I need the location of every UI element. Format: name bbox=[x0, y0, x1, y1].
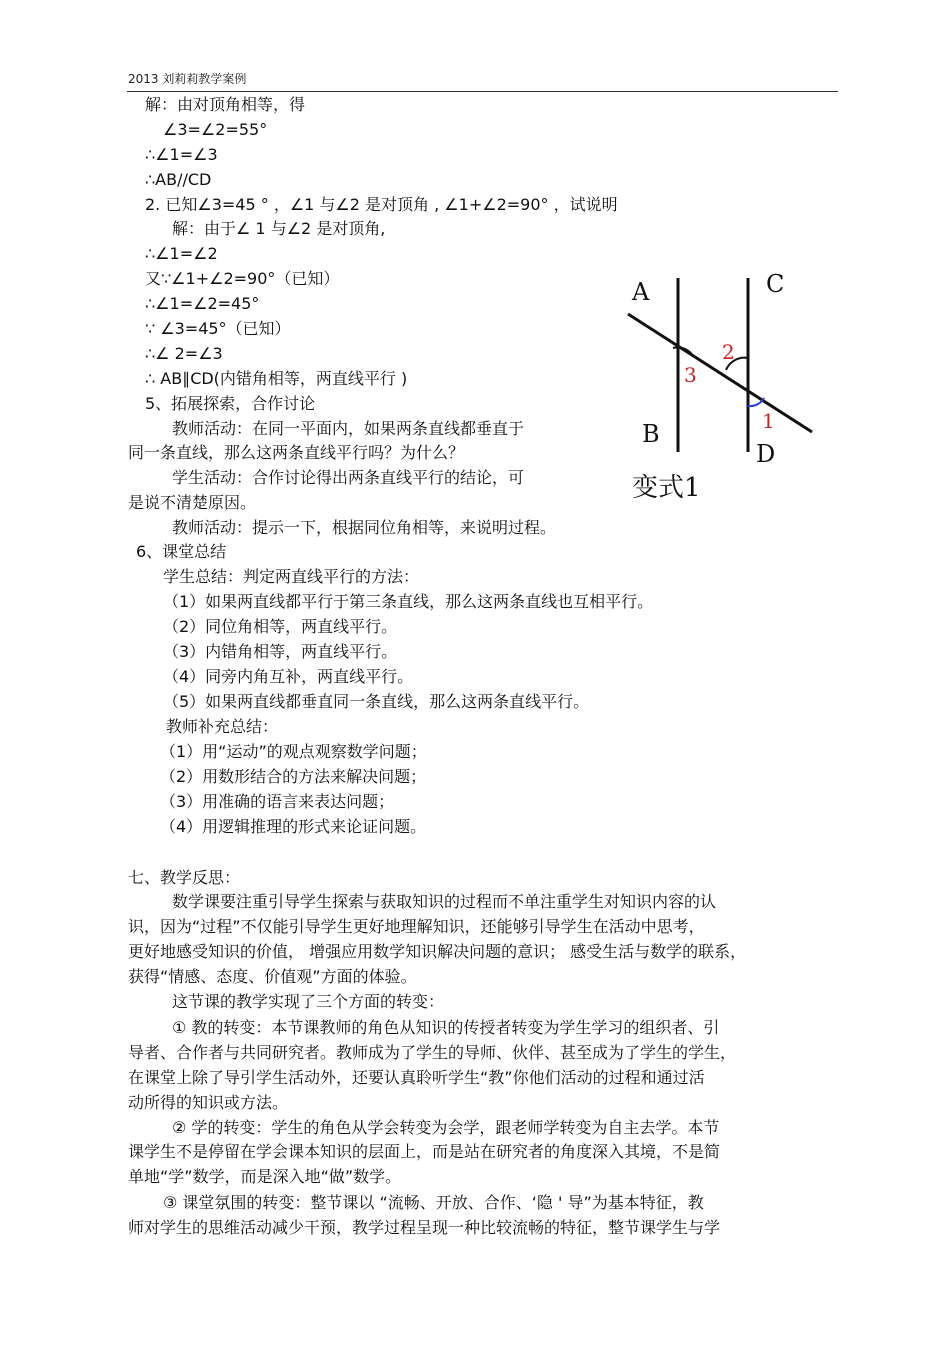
list-item: （2）同位角相等，两直线平行。 bbox=[163, 617, 398, 636]
angle-label-2: 2 bbox=[722, 340, 735, 364]
text-line: ∴∠ 2=∠3 bbox=[145, 344, 223, 363]
text-line: 导者、合作者与共同研究者。教师成为了学生的导师、伙伴、甚至成为了学生的学生， bbox=[128, 1043, 737, 1062]
text-line: 解：由于∠ 1 与∠2 是对顶角, bbox=[172, 219, 386, 238]
text-line: 识，因为“过程”不仅能引导学生更好地理解知识，还能够引导学生在活动中思考， bbox=[128, 917, 705, 936]
label-d: D bbox=[756, 440, 776, 468]
text-line: 解：由对顶角相等，得 bbox=[145, 95, 306, 114]
text-line: 单地“学”数学，而是深入地“做”数学。 bbox=[128, 1167, 402, 1186]
text-line: 教师活动：在同一平面内，如果两条直线都垂直于 bbox=[172, 419, 525, 438]
list-item: （2）用数形结合的方法来解决问题； bbox=[160, 767, 427, 786]
text-line: 又∵∠1+∠2=90°（已知） bbox=[145, 269, 340, 288]
text-line: 学生活动：合作讨论得出两条直线平行的结论，可 bbox=[172, 468, 525, 487]
text-line: 动所得的知识或方法。 bbox=[128, 1093, 289, 1112]
list-item: （5）如果两直线都垂直同一条直线，那么这两条直线平行。 bbox=[163, 692, 590, 711]
text-line: ② 学的转变：学生的角色从学会转变为会学，跟老师学转变为自主去学。本节 bbox=[172, 1118, 720, 1137]
text-line: 是说不清楚原因。 bbox=[128, 493, 257, 512]
text-line: ∴∠1=∠3 bbox=[145, 145, 218, 164]
text-line: 数学课要注重引导学生探索与获取知识的过程而不单注重学生对知识内容的认 bbox=[172, 892, 717, 911]
label-a: A bbox=[632, 278, 650, 306]
text-line: ∠3=∠2=55° bbox=[163, 120, 268, 139]
list-item: （1）如果两直线都平行于第三条直线，那么这两条直线也互相平行。 bbox=[163, 592, 654, 611]
angle-label-1: 1 bbox=[762, 409, 775, 433]
header-divider bbox=[127, 91, 838, 92]
text-line: ∴ AB∥CD(内错角相等，两直线平行 ) bbox=[145, 369, 408, 388]
text-line: ∴AB//CD bbox=[145, 170, 212, 189]
text-line: 同一条直线，那么这两条直线平行吗？为什么？ bbox=[128, 443, 465, 462]
text-line: 师对学生的思维活动减少干预，教学过程呈现一种比较流畅的特征，整节课学生与学 bbox=[128, 1218, 721, 1237]
text-line: ∴∠1=∠2 bbox=[145, 244, 218, 263]
text-line: ∴∠1=∠2=45° bbox=[145, 294, 260, 313]
page-header: 2013 刘莉莉教学案例 bbox=[128, 72, 247, 86]
angle-label-3: 3 bbox=[684, 363, 697, 387]
text-line: 学生总结：判定两直线平行的方法： bbox=[163, 567, 420, 586]
text-line: ③ 课堂氛围的转变：整节课以 “流畅、开放、合作、‘隐 ' 导”为基本特征，教 bbox=[163, 1193, 704, 1212]
section-heading: 6、课堂总结 bbox=[136, 542, 227, 561]
text-line: ① 教的转变：本节课教师的角色从知识的传授者转变为学生学习的组织者、引 bbox=[172, 1018, 720, 1037]
transversal-line bbox=[628, 314, 812, 432]
section-heading: 七、教学反思： bbox=[128, 868, 241, 887]
text-line: 在课堂上除了导引学生活动外，还要认真聆听学生“教”你他们活动的过程和通过活 bbox=[128, 1068, 705, 1087]
text-line: ∵ ∠3=45°（已知） bbox=[145, 319, 291, 338]
text-line: 更好地感受知识的价值， 增强应用数学知识解决问题的意识； 感受生活与数学的联系， bbox=[128, 942, 747, 961]
label-c: C bbox=[766, 270, 785, 298]
section-heading: 5、拓展探索，合作讨论 bbox=[145, 394, 316, 413]
list-item: （1）用“运动”的观点观察数学问题； bbox=[160, 742, 427, 761]
label-b: B bbox=[642, 420, 660, 448]
list-item: （3）用准确的语言来表达问题； bbox=[160, 792, 395, 811]
figure-caption: 变式1 bbox=[632, 473, 701, 503]
parallel-lines-figure bbox=[618, 266, 818, 511]
text-line: 获得“情感、态度、价值观”方面的体验。 bbox=[128, 967, 417, 986]
text-line: 这节课的教学实现了三个方面的转变： bbox=[172, 992, 445, 1011]
list-item: （4）用逻辑推理的形式来论证问题。 bbox=[160, 817, 427, 836]
text-line: 教师活动：提示一下，根据同位角相等，来说明过程。 bbox=[172, 518, 557, 537]
text-line: 2. 已知∠3=45 ° ，∠1 与∠2 是对顶角 , ∠1+∠2=90° ，试说明 bbox=[145, 195, 618, 214]
list-item: （3）内错角相等，两直线平行。 bbox=[163, 642, 398, 661]
text-line: 课学生不是停留在学会课本知识的层面上，而是站在研究者的角度深入其境，不是简 bbox=[128, 1142, 721, 1161]
text-line: 教师补充总结： bbox=[166, 717, 279, 736]
list-item: （4）同旁内角互补，两直线平行。 bbox=[163, 667, 414, 686]
